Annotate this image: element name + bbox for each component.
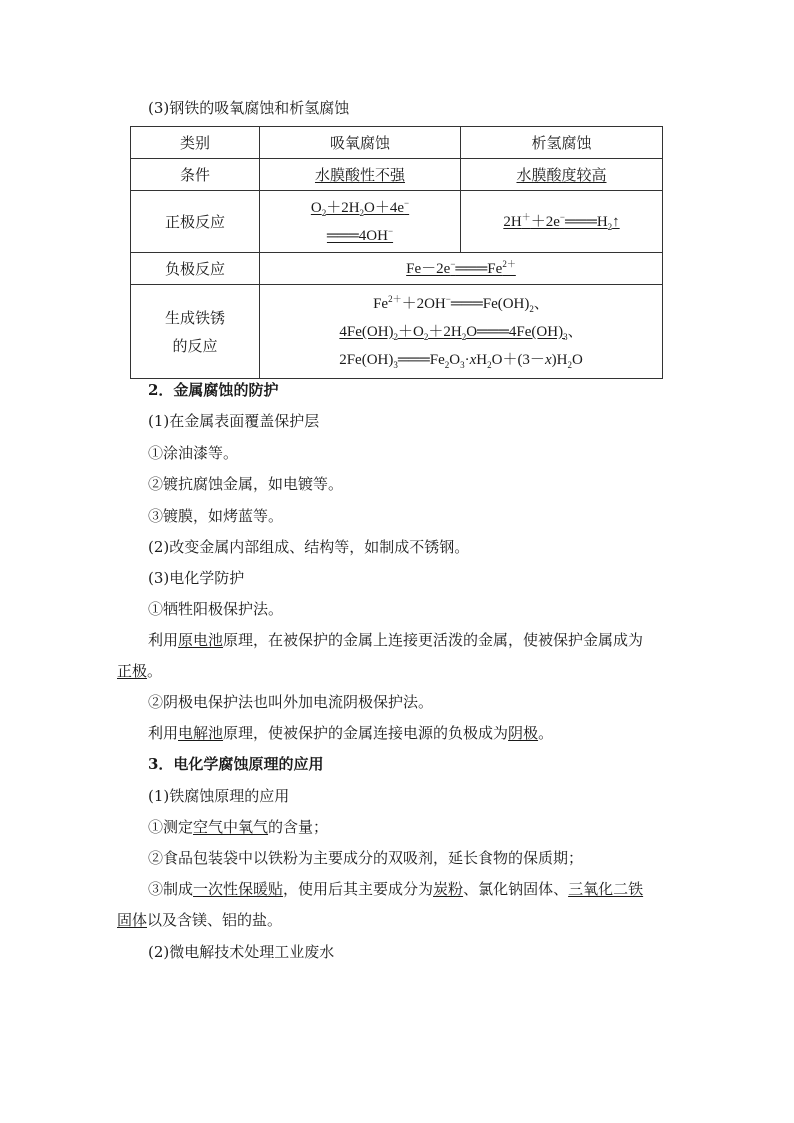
section2-p1b: ②镀抗腐蚀金属，如电镀等。 bbox=[148, 475, 344, 493]
section2-p3a-text-cont: 正极。 bbox=[117, 662, 163, 680]
header-oxygen-absorption: 吸氧腐蚀 bbox=[260, 127, 461, 159]
section2-p3: (3)电化学防护 bbox=[148, 569, 245, 587]
underlined-electrolytic-cell: 电解池 bbox=[178, 724, 224, 742]
table-row-condition bbox=[131, 159, 663, 191]
table-row-positive bbox=[131, 191, 663, 253]
header-category: 类别 bbox=[131, 127, 260, 159]
underlined-galvanic-cell: 原电池 bbox=[178, 631, 224, 649]
underlined-oxygen-in-air: 空气中氧气 bbox=[193, 818, 269, 836]
section3-title: 3．电化学腐蚀原理的应用 bbox=[148, 755, 324, 773]
header-hydrogen-evolution: 析氢腐蚀 bbox=[461, 127, 663, 159]
section3-p1b: ②食品包装袋中以铁粉为主要成分的双吸剂，延长食物的保质期； bbox=[148, 849, 584, 867]
underlined-cathode: 阴极 bbox=[508, 724, 539, 742]
section3-p1c: ③制成一次性保暖贴，使用后其主要成分为炭粉、氯化钠固体、三氧化二铁 bbox=[148, 880, 644, 898]
section2-p3a-text: 利用原电池原理，在被保护的金属上连接更活泼的金属，使被保护金属成为 bbox=[148, 631, 644, 649]
table-row-rust bbox=[131, 285, 663, 379]
positive-absorb-equation: $O_2+2H_2O+4e^-$ ═══4OH− bbox=[260, 191, 461, 253]
table-row-negative bbox=[131, 253, 663, 285]
rust-equations: $Fe^{2+}+2OH^-═══Fe(OH)_2$、 $4Fe(OH)_2+O_2+2H_2O═══4Fe(OH)_3$、 $2Fe(OH)_3═══Fe_2O_3\cdot xH_2O+(3-x)H_2O$ bbox=[260, 285, 663, 379]
section3-p1a: ①测定空气中氧气的含量； bbox=[148, 818, 329, 836]
underlined-positive-pole: 正极 bbox=[117, 662, 148, 680]
section2-p1a: ①涂油漆等。 bbox=[148, 444, 239, 462]
section2-p2: (2)改变金属内部组成、结构等，如制成不锈钢。 bbox=[148, 538, 470, 556]
positive-label: 正极反应 bbox=[131, 191, 260, 253]
section2-p3b-text: 利用电解池原理，使被保护的金属连接电源的负极成为阴极。 bbox=[148, 724, 554, 742]
section3-p1c-cont: 固体以及含镁、铝的盐。 bbox=[117, 911, 283, 929]
underlined-ferric-oxide: 三氧化二铁 bbox=[568, 880, 644, 898]
section2-p1: (1)在金属表面覆盖保护层 bbox=[148, 412, 320, 430]
section2-title: 2．金属腐蚀的防护 bbox=[148, 381, 279, 399]
negative-equation: $Fe-2e^-═══Fe^{2+}$ bbox=[260, 253, 663, 285]
underlined-hand-warmer: 一次性保暖贴 bbox=[193, 880, 284, 898]
section2-p3a: ①牺牲阳极保护法。 bbox=[148, 600, 284, 618]
condition-hydrogen: 水膜酸度较高 bbox=[516, 165, 607, 184]
corrosion-comparison-table bbox=[130, 126, 663, 379]
heading-corrosion-types: (3)钢铁的吸氧腐蚀和析氢腐蚀 bbox=[148, 99, 350, 117]
table-header-row bbox=[131, 127, 663, 159]
condition-absorb: 水膜酸性不强 bbox=[314, 165, 405, 184]
rust-label: 生成铁锈 的反应 bbox=[131, 285, 260, 379]
condition-label: 条件 bbox=[131, 159, 260, 191]
underlined-solid: 固体 bbox=[117, 911, 148, 929]
section2-p3b: ②阴极电保护法也叫外加电流阴极保护法。 bbox=[148, 693, 434, 711]
negative-label: 负极反应 bbox=[131, 253, 260, 285]
positive-hydrogen-equation: $2H^++2e^-═══H_2↑$ bbox=[461, 191, 663, 253]
section3-p1: (1)铁腐蚀原理的应用 bbox=[148, 787, 290, 805]
underlined-carbon-powder: 炭粉 bbox=[433, 880, 464, 898]
section2-p1c: ③镀膜，如烤蓝等。 bbox=[148, 507, 284, 525]
section3-p2: (2)微电解技术处理工业废水 bbox=[148, 943, 335, 961]
